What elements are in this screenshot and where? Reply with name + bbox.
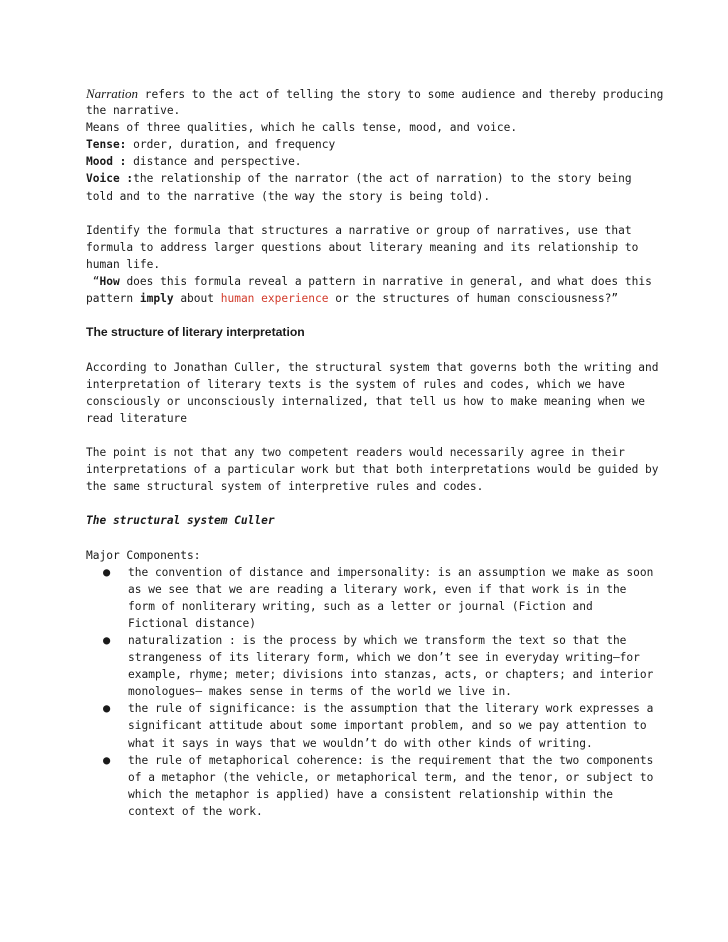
culler-line-4: read literature (86, 411, 188, 425)
list-item-line: of a metaphor (the vehicle, or metaphorical term, and the tenor, or subject to (128, 770, 654, 784)
quote-human-experience: human experience (220, 292, 329, 306)
bullet-icon: ● (103, 633, 111, 647)
mood-text: distance and perspective. (126, 155, 302, 169)
list-item-line: context of the work. (128, 804, 263, 818)
list-item (86, 752, 654, 820)
narration-line-1 (86, 85, 664, 102)
narration-line-2: the narrative. (86, 104, 181, 118)
point-line-3: the same structural system of interpretive rules and codes. (86, 480, 484, 494)
quote-text-1: does this formula reveal a pattern in narrative in general, and what does this (119, 275, 652, 289)
document-page (86, 85, 664, 820)
list-item-line: naturalization : is the process by which we transform the text so that the (128, 634, 627, 647)
identify-line-3: human life. (86, 257, 161, 271)
mood-line (86, 153, 646, 170)
quote-line-2 (86, 290, 646, 307)
heading-structural-system: The structural system Culler (86, 514, 275, 528)
list-item-line: monologues— makes sense in terms of the world we live in. (128, 685, 512, 699)
quote-how: How (99, 275, 120, 289)
bullet-icon: ● (103, 701, 111, 716)
quote-imply: imply (139, 292, 174, 306)
quote-line-1 (86, 273, 652, 290)
narration-term: Narration (86, 86, 139, 101)
voice-line-2: told and to the narrative (the way the story is being told). (86, 189, 491, 203)
list-item (86, 632, 654, 700)
voice-label: Voice : (86, 172, 134, 186)
quote-text-2: pattern (86, 292, 140, 306)
list-item-line: form of nonliterary writing, such as a letter or journal (Fiction and (128, 599, 593, 613)
list-item-line: the rule of significance: is the assumption that the literary work expresses a (128, 702, 654, 716)
list-item-line: Fictional distance) (128, 616, 256, 630)
list-item (86, 564, 654, 632)
list-item-line: significant attitude about some important problem, and so we pay attention to (128, 719, 647, 733)
list-item-line: the convention of distance and impersonality: is an assumption we make as soon (128, 565, 654, 579)
voice-text-1: the relationship of the narrator (the act of narration) to the story being (133, 172, 632, 186)
culler-line-2: interpretation of literary texts is the system of rules and codes, which we have (86, 377, 625, 391)
point-line-2: interpretations of a particular work but that both interpretations would be guided by (86, 463, 659, 477)
list-item-line: what it says in ways that we wouldn’t do with other kinds of writing. (128, 736, 593, 750)
list-item-line: example, rhyme; meter; divisions into stanzas, acts, or chapters; and interior (128, 668, 654, 682)
list-item-line: the rule of metaphorical coherence: is the requirement that the two components (128, 753, 654, 767)
quote-text-3: about (173, 292, 221, 306)
identify-line-1: Identify the formula that structures a narrative or group of narratives, use that (86, 223, 632, 237)
bullet-icon: ● (103, 564, 111, 579)
list-item-line: as we see that we are reading a literary work, even if that work is in the (128, 582, 627, 596)
identify-line-2: formula to address larger questions about literary meaning and its relationship to (86, 240, 639, 254)
mood-label: Mood : (86, 155, 127, 169)
list-item (86, 700, 654, 751)
components-list (86, 564, 654, 820)
quote-text-4: or the structures of human consciousness?” (328, 292, 619, 306)
list-item-line: which the metaphor is applied) have a consistent relationship within the (128, 787, 613, 801)
quote-open: “ (86, 275, 100, 289)
narration-text: refers to the act of telling the story to some audience and thereby producing (138, 88, 664, 101)
culler-line-3: consciously or unconsciously internalized, that tell us how to make meaning when we (86, 394, 646, 408)
means-line: Means of three qualities, which he calls tense, mood, and voice. (86, 121, 518, 135)
culler-line-1: According to Jonathan Culler, the structural system that governs both the writing and (86, 360, 659, 374)
major-components-label: Major Components: (86, 548, 201, 562)
tense-line (86, 136, 646, 153)
tense-label: Tense: (86, 138, 127, 152)
tense-text: order, duration, and frequency (126, 138, 336, 152)
heading-structure: The structure of literary interpretation (86, 325, 305, 340)
bullet-icon: ● (103, 752, 111, 767)
list-item-line: strangeness of its literary form, which we don’t see in everyday writing—for (128, 651, 640, 665)
voice-line-1 (86, 170, 646, 187)
point-line-1: The point is not that any two competent readers would necessarily agree in their (86, 445, 625, 459)
